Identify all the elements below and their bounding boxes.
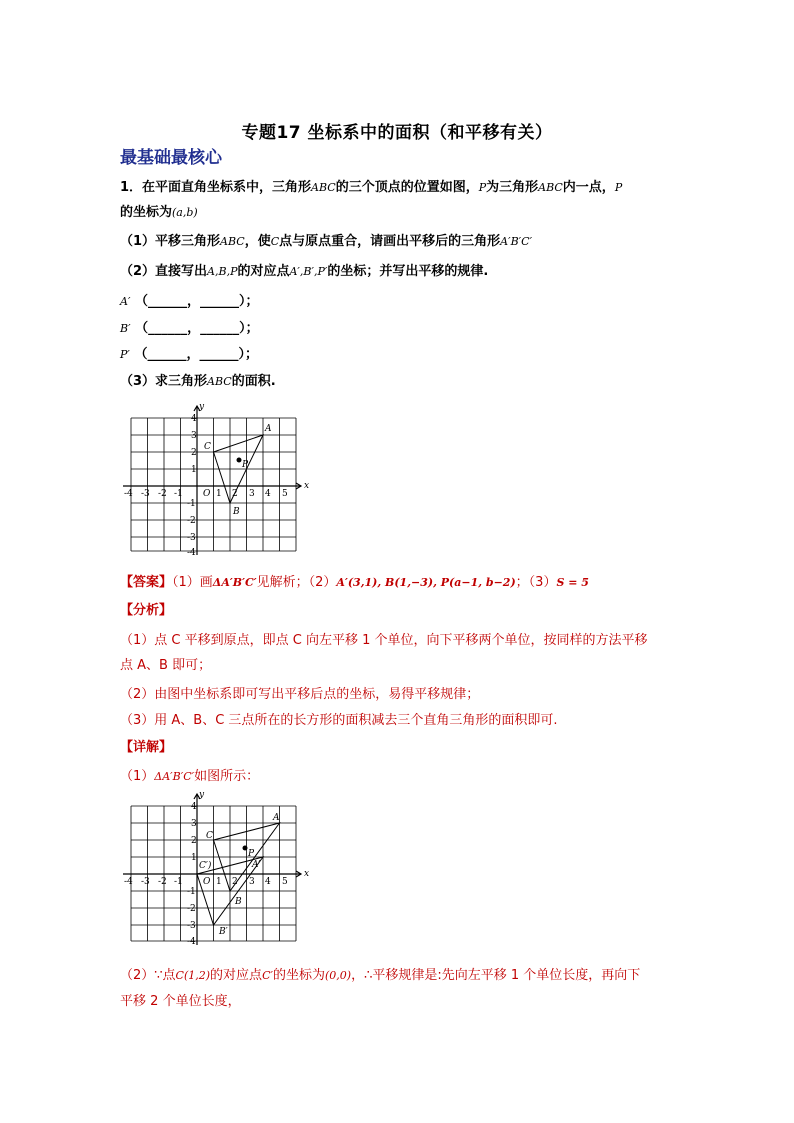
y-axis-label: y xyxy=(199,402,205,412)
y-tick: 2 xyxy=(191,448,197,458)
x-tick: -4 xyxy=(124,489,133,499)
y-tick: 4 xyxy=(191,802,197,812)
x-tick: 5 xyxy=(282,489,288,499)
y-tick: 2 xyxy=(191,836,197,846)
label-b-prime: B′ xyxy=(219,927,228,937)
label-c: C xyxy=(204,442,211,452)
y-tick: 3 xyxy=(191,819,197,829)
x-tick: 1 xyxy=(216,489,222,499)
x-tick: -3 xyxy=(141,877,150,887)
detail-line-2: （2）∵点C(1,2)的对应点C′的坐标为(0,0)，∴平移规律是:先向左平移 1 个单位长度，再向下 xyxy=(120,968,641,983)
question-sub-2: （2）直接写出A,B,P的对应点A′,B′,P′的坐标；并写出平移的规律. xyxy=(120,264,489,279)
label-a-prime: A′ xyxy=(252,860,261,870)
graph-translated xyxy=(115,788,315,948)
origin-label: O xyxy=(203,489,211,499)
label-a: A xyxy=(273,813,280,823)
x-tick: -1 xyxy=(174,877,183,887)
x-tick: 4 xyxy=(265,489,271,499)
analysis-line-4: （3）用 A、B、C 三点所在的长方形的面积减去三个直角三角形的面积即可. xyxy=(120,713,558,728)
y-axis-label: y xyxy=(199,790,205,800)
label-b: B xyxy=(233,507,240,517)
answer-line: 【答案】（1）画ΔA′B′C′见解析；（2）A′(3,1), B(1,−3), P(a−1, b−2)；（3）S = 5 xyxy=(120,575,589,590)
label-c-prime: C′) xyxy=(199,861,212,871)
x-tick: -2 xyxy=(158,489,167,499)
x-tick: -4 xyxy=(124,877,133,887)
y-tick: 4 xyxy=(191,414,197,424)
x-tick: 2 xyxy=(232,877,238,887)
x-axis-label: x xyxy=(304,481,310,491)
x-tick: 1 xyxy=(216,877,222,887)
x-tick: 5 xyxy=(282,877,288,887)
y-tick: 1 xyxy=(191,853,197,863)
y-tick: 3 xyxy=(191,431,197,441)
x-tick: -1 xyxy=(174,489,183,499)
question-sub-1: （1）平移三角形ABC，使C点与原点重合，请画出平移后的三角形A′B′C′ xyxy=(120,234,533,249)
question-sub-3: （3）求三角形ABC的面积. xyxy=(120,374,276,389)
y-tick: -2 xyxy=(187,904,196,914)
x-tick: 4 xyxy=(265,877,271,887)
y-tick: -4 xyxy=(187,548,196,558)
label-a: A xyxy=(265,424,272,434)
x-tick: -2 xyxy=(158,877,167,887)
origin-label: O xyxy=(203,877,211,887)
blank-p-prime: P′ （______，______）； xyxy=(120,347,258,362)
graph-original xyxy=(115,400,315,560)
x-tick: 3 xyxy=(249,877,255,887)
analysis-line-3: （2）由图中坐标系即可写出平移后点的坐标，易得平移规律； xyxy=(120,687,480,702)
blank-a-prime: A′ （______，______）； xyxy=(120,294,259,309)
answer-tag: 【答案】 xyxy=(120,575,173,590)
analysis-tag: 【分析】 xyxy=(120,603,173,618)
blank-b-prime: B′ （______，______）； xyxy=(120,321,259,336)
x-axis-label: x xyxy=(304,869,310,879)
page-title: 专题17 坐标系中的面积（和平移有关） xyxy=(241,123,553,143)
y-tick: -3 xyxy=(187,921,196,931)
question-line-2: 的坐标为(a,b) xyxy=(120,205,198,220)
detail-tag: 【详解】 xyxy=(120,740,173,755)
label-b: B xyxy=(235,897,242,907)
label-p: P xyxy=(248,849,255,859)
point-p-dot xyxy=(243,846,248,851)
label-c: C xyxy=(206,831,213,841)
y-tick: -1 xyxy=(187,499,196,509)
y-tick: -4 xyxy=(187,937,196,947)
x-tick: 2 xyxy=(232,489,238,499)
x-tick: -3 xyxy=(141,489,150,499)
question-line-1: 1．在平面直角坐标系中，三角形ABC的三个顶点的位置如图，P为三角形ABC内一点，P xyxy=(120,180,623,195)
point-p-dot xyxy=(237,458,242,463)
section-heading: 最基础最核心 xyxy=(120,148,222,168)
y-tick: 1 xyxy=(191,465,197,475)
y-tick: -2 xyxy=(187,516,196,526)
y-tick: -3 xyxy=(187,533,196,543)
label-p: P xyxy=(242,460,249,470)
detail-line-1: （1）ΔA′B′C′如图所示： xyxy=(120,769,260,784)
x-tick: 3 xyxy=(249,489,255,499)
y-tick: -1 xyxy=(187,887,196,897)
analysis-line-1: （1）点 C 平移到原点，即点 C 向左平移 1 个单位，向下平移两个单位，按同样的方法平移 xyxy=(120,633,648,648)
detail-line-3: 平移 2 个单位长度， xyxy=(120,994,241,1009)
analysis-line-2: 点 A、B 即可； xyxy=(120,658,212,673)
